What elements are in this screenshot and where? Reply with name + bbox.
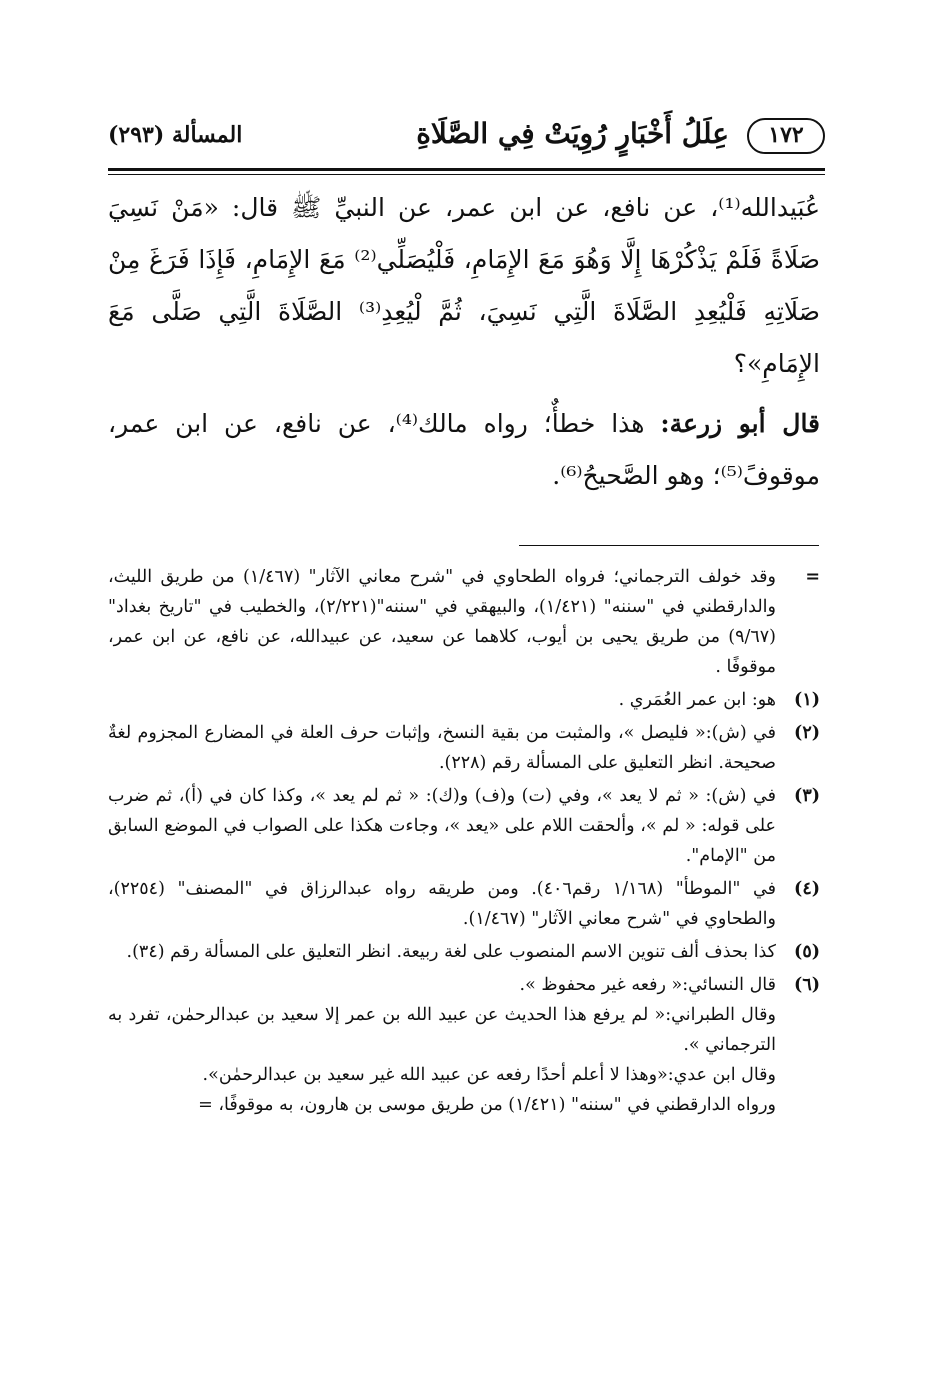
page-number-badge: ١٧٢: [747, 118, 825, 154]
footnote-text: [108, 970, 776, 1120]
footnote-line: كذا بحذف ألف تنوين الاسم المنصوب على لغة ربيعة. انظر التعليق على المسألة رقم (٣٤).: [126, 942, 776, 962]
footnotes: [108, 562, 820, 1120]
footnote: [108, 781, 820, 871]
book-title: عِلَلُ أَخْبَارٍ رُوِيَتْ فِي الصَّلَاةِ: [416, 117, 729, 150]
footnote-text: [108, 781, 776, 871]
header-rule-thick: [108, 168, 825, 171]
main-text: [108, 182, 820, 502]
footnote-line: وقال الطبراني:« لم يرفع هذا الحديث عن عبيد الله بن عمر إلا سعيد بن عبدالرحمٰن، تفرد به الترجماني ».: [108, 1005, 776, 1055]
footnote-text: [108, 562, 776, 682]
footnote-line: هو: ابن عمر العُمَري .: [618, 690, 776, 710]
footnote: [108, 937, 820, 967]
footnote: [108, 685, 820, 715]
footnote: [108, 874, 820, 934]
footnote-marker: (٥): [794, 942, 820, 962]
footnote-marker: (١): [794, 690, 820, 710]
footnote-marker: (٢): [794, 723, 820, 743]
footnote: [108, 562, 820, 682]
footnote-marker: (٦): [794, 975, 820, 995]
footnote-line: وقال ابن عدي:«وهذا لا أعلم أحدًا رفعه عن عبيد الله غير سعيد بن عبدالرحمٰن».: [202, 1065, 776, 1085]
issue-number: المسألة (٢٩٣): [108, 122, 243, 148]
footnote-text: [108, 874, 776, 934]
footnote-marker: =: [805, 567, 820, 587]
verdict-paragraph: [108, 398, 820, 502]
footnote: [108, 718, 820, 778]
footnote-text: [108, 937, 776, 967]
footnote-line: في (ش): « ثم لا يعد »، وفي (ت) و(ف) و(ك): « ثم لم يعد »، وكذا كان في (أ)، ثم ضرب على قوله: « لم »، وألحقت اللام على «يعد »، وجاءت هكذا على الصواب في الموضع السابق من "الإمام".: [108, 786, 776, 866]
footnote-marker: (٤): [794, 879, 820, 899]
footnote-line: ورواه الدارقطني في "سننه" (١/٤٢١) من طريق موسى بن هارون، به موقوفًا، =: [198, 1095, 776, 1115]
footnote-line: وقد خولف الترجماني؛ فرواه الطحاوي في "شرح معاني الآثار" (١/٤٦٧) من طريق الليث، والدارقطني في "سننه" (١/٤٢١)، والبيهقي في "سننه"(٢/٢٢١)، والخطيب في "تاريخ بغداد" (٩/٦٧) من طريق يحيى بن أيوب، كلاهما عن سعيد، عن عبيدالله، عن نافع، عن ابن عمر، موقوفًا .: [108, 567, 776, 677]
footnote-line: في (ش):« فليصل »، والمثبت من بقية النسخ، وإثبات حرف العلة في المضارع المجزوم لغةٌ صحيحة. انظر التعليق على المسألة رقم (٢٢٨).: [108, 723, 776, 773]
page-header: [100, 112, 825, 164]
footnote: [108, 970, 820, 1120]
footnote-text: [108, 685, 776, 715]
verdict-text: هذا خطأٌ؛ رواه مالك⁽⁴⁾، عن نافع، عن ابن عمر، موقوفً⁽⁵⁾؛ وهو الصَّحيحُ⁽⁶⁾.: [108, 409, 820, 490]
footnote-separator: [519, 545, 819, 546]
hadith-paragraph: عُبَيدالله⁽¹⁾، عن نافع، عن ابن عمر، عن النبيِّ ﷺ قال: «مَنْ نَسِيَ صَلَاةً فَلَمْ يَذْكُرْهَا إِلَّا وَهُوَ مَعَ الإِمَامِ، فَلْيُصَلِّي⁽²⁾ مَعَ الإِمَامِ، فَإِذَا فَرَغَ مِنْ صَلَاتِهِ فَلْيُعِدِ الصَّلَاةَ الَّتِي نَسِيَ، ثُمَّ لْيُعِدِ⁽³⁾ الصَّلَاةَ الَّتِي صَلَّى مَعَ الإِمَامِ»؟: [108, 193, 821, 378]
footnote-line: قال النسائي:« رفعه غير محفوظ ».: [519, 975, 776, 995]
footnote-marker: (٣): [794, 786, 820, 806]
footnote-line: في "الموطأ" (١/١٦٨ رقم٤٠٦). ومن طريقه رواه عبدالرزاق في "المصنف" (٢٢٥٤)، والطحاوي في "شرح معاني الآثار" (١/٤٦٧).: [108, 879, 776, 929]
footnote-text: [108, 718, 776, 778]
header-rule-thin: [108, 174, 825, 175]
speaker-label: قال أبو زرعة:: [660, 409, 821, 438]
